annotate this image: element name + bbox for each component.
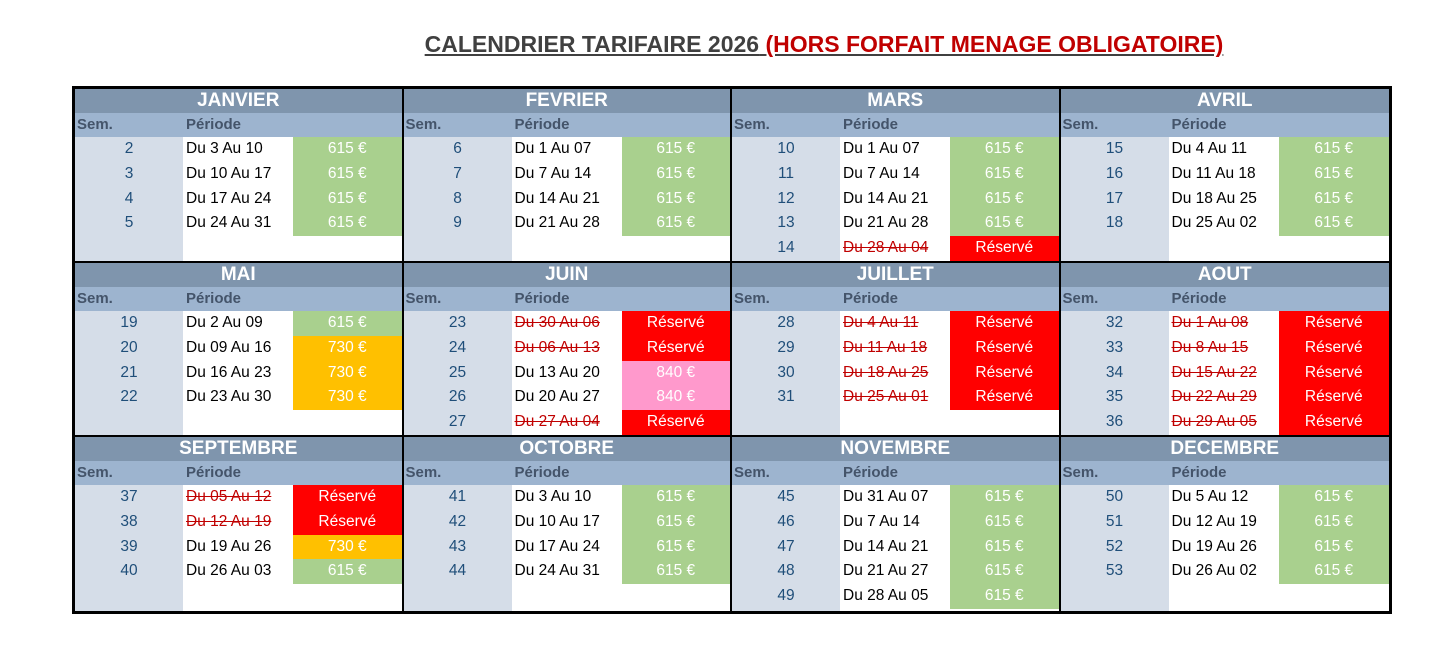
week-number: 13 xyxy=(777,214,795,232)
week-period: Du 1 Au 07 xyxy=(514,140,592,157)
week-rows xyxy=(75,485,402,611)
price-cell: 615 € xyxy=(622,559,731,584)
periode-column xyxy=(840,137,950,261)
week-number: 36 xyxy=(1105,413,1124,431)
month-title: MARS xyxy=(732,89,1059,113)
periode-header: Période xyxy=(186,116,242,133)
column-header xyxy=(732,113,1059,137)
week-number: 14 xyxy=(777,239,795,257)
week-number: 28 xyxy=(777,314,795,331)
periode-header: Période xyxy=(1171,116,1227,133)
reserved-badge: Réservé xyxy=(622,410,731,435)
month-block-mai xyxy=(75,263,404,437)
week-period: Du 12 Au 19 xyxy=(1171,512,1257,530)
price-column xyxy=(622,311,731,435)
week-period: Du 05 Au 12 xyxy=(186,488,272,505)
month-title: NOVEMBRE xyxy=(732,437,1059,461)
price-cell: 615 € xyxy=(950,559,1059,584)
week-number: 6 xyxy=(453,140,462,157)
week-period: Du 8 Au 15 xyxy=(1171,338,1249,356)
week-period: Du 5 Au 12 xyxy=(1171,488,1249,505)
price-cell: 840 € xyxy=(622,361,731,386)
week-period: Du 10 Au 17 xyxy=(186,164,272,182)
week-number: 12 xyxy=(777,189,795,207)
sem-header: Sem. xyxy=(734,290,770,307)
week-number: 5 xyxy=(124,214,134,232)
week-period: Du 17 Au 24 xyxy=(514,537,600,555)
month-block-mars xyxy=(732,89,1061,263)
sem-header: Sem. xyxy=(77,464,113,481)
periode-header: Période xyxy=(514,464,570,481)
price-cell: 615 € xyxy=(622,187,731,212)
week-rows xyxy=(732,137,1059,261)
column-header xyxy=(732,461,1059,485)
sem-header: Sem. xyxy=(77,116,113,133)
sem-column xyxy=(75,485,183,611)
calendar-grid xyxy=(75,89,1389,611)
reserved-badge: Réservé xyxy=(1279,311,1390,336)
week-number: 40 xyxy=(120,562,138,580)
week-number: 4 xyxy=(124,189,134,207)
month-block-avril xyxy=(1061,89,1390,263)
week-period: Du 2 Au 09 xyxy=(186,314,263,331)
price-column xyxy=(950,311,1059,435)
reserved-badge: Réservé xyxy=(950,361,1059,386)
week-period: Du 13 Au 20 xyxy=(514,363,600,381)
week-period: Du 26 Au 02 xyxy=(1171,562,1257,580)
week-number: 52 xyxy=(1105,537,1124,555)
week-rows xyxy=(404,485,731,611)
month-block-juillet xyxy=(732,263,1061,437)
reserved-badge: Réservé xyxy=(950,311,1059,336)
month-title: JANVIER xyxy=(75,89,402,113)
week-number: 46 xyxy=(777,512,795,530)
price-cell: 615 € xyxy=(950,485,1059,510)
week-number: 21 xyxy=(120,363,138,381)
week-number: 51 xyxy=(1105,512,1124,530)
week-number: 38 xyxy=(120,512,138,530)
price-cell: 840 € xyxy=(622,385,731,410)
price-column xyxy=(1279,311,1390,435)
week-period: Du 14 Au 21 xyxy=(843,189,929,207)
periode-column xyxy=(1169,311,1279,435)
reserved-badge: Réservé xyxy=(622,311,731,336)
price-cell: 615 € xyxy=(622,137,731,162)
week-period: Du 7 Au 14 xyxy=(843,512,920,530)
week-rows xyxy=(75,137,402,261)
week-rows xyxy=(732,311,1059,435)
week-period: Du 1 Au 08 xyxy=(1171,314,1249,331)
price-cell: 615 € xyxy=(1279,211,1390,236)
week-number: 32 xyxy=(1105,314,1124,331)
month-block-janvier xyxy=(75,89,404,263)
sem-column xyxy=(404,485,512,611)
price-cell: 730 € xyxy=(293,535,402,560)
week-number: 27 xyxy=(448,413,467,431)
column-header xyxy=(1061,113,1390,137)
periode-header: Période xyxy=(186,464,242,481)
price-cell: 615 € xyxy=(1279,535,1390,560)
week-number: 53 xyxy=(1105,562,1124,580)
price-cell: 615 € xyxy=(1279,559,1390,584)
week-number: 25 xyxy=(448,363,467,381)
week-number: 23 xyxy=(448,314,467,331)
week-period: Du 7 Au 14 xyxy=(514,164,592,182)
price-column xyxy=(1279,137,1390,261)
week-period: Du 17 Au 24 xyxy=(186,189,272,207)
month-block-novembre xyxy=(732,437,1061,611)
month-title: FEVRIER xyxy=(404,89,731,113)
week-period: Du 1 Au 07 xyxy=(843,140,920,157)
column-header xyxy=(75,113,402,137)
week-number: 31 xyxy=(777,388,795,406)
week-period: Du 3 Au 10 xyxy=(186,140,263,157)
month-title: AVRIL xyxy=(1061,89,1390,113)
week-period: Du 09 Au 16 xyxy=(186,338,272,356)
week-period: Du 14 Au 21 xyxy=(843,537,929,555)
month-title: MAI xyxy=(75,263,402,287)
week-number: 34 xyxy=(1105,363,1124,381)
week-period: Du 23 Au 30 xyxy=(186,388,272,406)
month-block-aout xyxy=(1061,263,1390,437)
price-cell: 730 € xyxy=(293,336,402,361)
reserved-badge: Réservé xyxy=(1279,336,1390,361)
week-number: 16 xyxy=(1105,164,1124,182)
week-number: 17 xyxy=(1105,189,1124,207)
price-cell: 615 € xyxy=(622,211,731,236)
price-cell: 615 € xyxy=(622,485,731,510)
week-number: 7 xyxy=(453,164,462,182)
week-number: 37 xyxy=(120,488,138,505)
week-period: Du 06 Au 13 xyxy=(514,338,600,356)
week-number: 39 xyxy=(120,537,138,555)
periode-column xyxy=(1169,485,1279,611)
month-title: JUIN xyxy=(404,263,731,287)
week-period: Du 19 Au 26 xyxy=(186,537,272,555)
week-period: Du 18 Au 25 xyxy=(1171,189,1257,207)
column-header xyxy=(75,461,402,485)
week-number: 44 xyxy=(448,562,467,580)
week-number: 45 xyxy=(777,488,795,505)
price-column xyxy=(950,485,1059,611)
sem-column xyxy=(404,311,512,435)
month-block-decembre xyxy=(1061,437,1390,611)
reserved-badge: Réservé xyxy=(950,385,1059,410)
week-period: Du 21 Au 28 xyxy=(843,214,929,232)
periode-header: Période xyxy=(843,116,899,133)
periode-column xyxy=(183,485,293,611)
periode-column xyxy=(1169,137,1279,261)
week-period: Du 3 Au 10 xyxy=(514,488,592,505)
column-header xyxy=(404,113,731,137)
week-period: Du 14 Au 21 xyxy=(514,189,600,207)
sem-column xyxy=(75,137,183,261)
week-period: Du 26 Au 03 xyxy=(186,562,272,580)
sem-header: Sem. xyxy=(734,116,770,133)
price-column xyxy=(622,485,731,611)
week-number: 11 xyxy=(777,164,795,182)
periode-header: Période xyxy=(514,290,570,307)
month-block-fevrier xyxy=(404,89,733,263)
week-number: 42 xyxy=(448,512,467,530)
periode-column xyxy=(512,137,622,261)
price-column xyxy=(293,137,402,261)
price-cell: 615 € xyxy=(1279,510,1390,535)
sem-header: Sem. xyxy=(405,290,442,307)
price-column xyxy=(622,137,731,261)
week-rows xyxy=(1061,311,1390,435)
periode-header: Période xyxy=(1171,464,1227,481)
week-number: 22 xyxy=(120,388,138,406)
price-cell: 615 € xyxy=(950,162,1059,187)
reserved-badge: Réservé xyxy=(950,336,1059,361)
sem-column xyxy=(732,311,840,435)
month-title: SEPTEMBRE xyxy=(75,437,402,461)
price-cell: 615 € xyxy=(293,559,402,584)
month-title: OCTOBRE xyxy=(404,437,731,461)
week-period: Du 4 Au 11 xyxy=(1171,140,1248,157)
week-number: 30 xyxy=(777,363,795,381)
week-number: 43 xyxy=(448,537,467,555)
week-number: 2 xyxy=(124,140,134,157)
week-period: Du 30 Au 06 xyxy=(514,314,600,331)
week-number: 3 xyxy=(124,164,134,182)
month-block-juin xyxy=(404,263,733,437)
week-rows xyxy=(1061,485,1390,611)
column-header xyxy=(732,287,1059,311)
week-number: 19 xyxy=(120,314,138,331)
reserved-badge: Réservé xyxy=(1279,410,1390,435)
week-period: Du 24 Au 31 xyxy=(514,562,600,580)
month-title: AOUT xyxy=(1061,263,1390,287)
sem-column xyxy=(75,311,183,435)
price-cell: 615 € xyxy=(950,510,1059,535)
sem-column xyxy=(732,137,840,261)
week-period: Du 22 Au 29 xyxy=(1171,388,1257,406)
week-period: Du 15 Au 22 xyxy=(1171,363,1257,381)
price-cell: 615 € xyxy=(950,584,1059,609)
week-number: 8 xyxy=(453,189,462,207)
price-column xyxy=(293,311,402,435)
price-cell: 615 € xyxy=(950,535,1059,560)
price-cell: 615 € xyxy=(950,211,1059,236)
week-number: 15 xyxy=(1105,140,1124,157)
title-main: CALENDRIER TARIFAIRE 2026 xyxy=(424,31,760,57)
price-cell: 615 € xyxy=(293,137,402,162)
week-number: 26 xyxy=(448,388,467,406)
periode-header: Période xyxy=(843,290,899,307)
month-title: DECEMBRE xyxy=(1061,437,1390,461)
page-title xyxy=(0,31,1440,58)
reserved-badge: Réservé xyxy=(622,336,731,361)
week-number: 33 xyxy=(1105,338,1124,356)
periode-header: Période xyxy=(843,464,899,481)
week-number: 41 xyxy=(448,488,467,505)
periode-column xyxy=(183,137,293,261)
week-number: 35 xyxy=(1105,388,1124,406)
periode-column xyxy=(840,311,950,435)
week-number: 9 xyxy=(453,214,462,232)
periode-header: Période xyxy=(1171,290,1227,307)
sem-column xyxy=(732,485,840,611)
price-cell: 615 € xyxy=(622,510,731,535)
week-period: Du 11 Au 18 xyxy=(843,338,928,356)
sem-header: Sem. xyxy=(1062,116,1099,133)
column-header xyxy=(404,461,731,485)
reserved-badge: Réservé xyxy=(1279,361,1390,386)
week-period: Du 28 Au 05 xyxy=(843,587,929,605)
column-header xyxy=(75,287,402,311)
periode-column xyxy=(183,311,293,435)
month-block-octobre xyxy=(404,437,733,611)
week-rows xyxy=(1061,137,1390,261)
sem-header: Sem. xyxy=(734,464,770,481)
week-number: 50 xyxy=(1105,488,1124,505)
price-cell: 615 € xyxy=(950,187,1059,212)
price-column xyxy=(293,485,402,611)
week-period: Du 11 Au 18 xyxy=(1171,164,1256,182)
week-rows xyxy=(732,485,1059,611)
week-period: Du 21 Au 28 xyxy=(514,214,600,232)
price-cell: 615 € xyxy=(293,162,402,187)
column-header xyxy=(1061,287,1390,311)
week-period: Du 4 Au 11 xyxy=(843,314,919,331)
week-number: 18 xyxy=(1105,214,1124,232)
week-rows xyxy=(404,137,731,261)
column-header xyxy=(404,287,731,311)
week-number: 20 xyxy=(120,338,138,356)
sem-column xyxy=(1061,485,1169,611)
price-cell: 615 € xyxy=(622,535,731,560)
reserved-badge: Réservé xyxy=(293,510,402,535)
periode-header: Période xyxy=(186,290,242,307)
sem-header: Sem. xyxy=(405,116,442,133)
month-block-septembre xyxy=(75,437,404,611)
sem-column xyxy=(1061,311,1169,435)
week-period: Du 28 Au 04 xyxy=(843,239,929,257)
sem-header: Sem. xyxy=(77,290,113,307)
week-number: 10 xyxy=(777,140,795,157)
reserved-badge: Réservé xyxy=(293,485,402,510)
price-cell: 730 € xyxy=(293,385,402,410)
sem-header: Sem. xyxy=(1062,464,1099,481)
reserved-badge: Réservé xyxy=(950,236,1059,261)
week-period: Du 16 Au 23 xyxy=(186,363,272,381)
week-number: 49 xyxy=(777,587,795,605)
reserved-badge: Réservé xyxy=(1279,385,1390,410)
periode-header: Période xyxy=(514,116,570,133)
week-period: Du 21 Au 27 xyxy=(843,562,929,580)
price-cell: 615 € xyxy=(622,162,731,187)
week-period: Du 27 Au 04 xyxy=(514,413,600,431)
sem-header: Sem. xyxy=(1062,290,1099,307)
week-period: Du 12 Au 19 xyxy=(186,512,272,530)
month-title: JUILLET xyxy=(732,263,1059,287)
price-cell: 615 € xyxy=(293,311,402,336)
periode-column xyxy=(840,485,950,611)
week-period: Du 10 Au 17 xyxy=(514,512,600,530)
week-period: Du 25 Au 02 xyxy=(1171,214,1257,232)
week-period: Du 19 Au 26 xyxy=(1171,537,1257,555)
week-number: 24 xyxy=(448,338,467,356)
sem-column xyxy=(404,137,512,261)
title-accent: (HORS FORFAIT MENAGE OBLIGATOIRE) xyxy=(765,31,1224,57)
periode-column xyxy=(512,485,622,611)
price-cell: 615 € xyxy=(293,187,402,212)
week-rows xyxy=(75,311,402,435)
week-period: Du 24 Au 31 xyxy=(186,214,272,232)
price-cell: 615 € xyxy=(950,137,1059,162)
week-number: 29 xyxy=(777,338,795,356)
week-period: Du 25 Au 01 xyxy=(843,388,929,406)
price-cell: 615 € xyxy=(1279,485,1390,510)
week-period: Du 31 Au 07 xyxy=(843,488,929,505)
column-header xyxy=(1061,461,1390,485)
week-number: 48 xyxy=(777,562,795,580)
price-column xyxy=(1279,485,1390,611)
price-column xyxy=(950,137,1059,261)
sem-column xyxy=(1061,137,1169,261)
price-cell: 730 € xyxy=(293,361,402,386)
week-period: Du 7 Au 14 xyxy=(843,164,920,182)
price-cell: 615 € xyxy=(1279,187,1390,212)
price-cell: 615 € xyxy=(1279,162,1390,187)
price-cell: 615 € xyxy=(1279,137,1390,162)
week-period: Du 29 Au 05 xyxy=(1171,413,1257,431)
sem-header: Sem. xyxy=(405,464,442,481)
week-period: Du 18 Au 25 xyxy=(843,363,929,381)
periode-column xyxy=(512,311,622,435)
price-cell: 615 € xyxy=(293,211,402,236)
week-number: 47 xyxy=(777,537,795,555)
week-period: Du 20 Au 27 xyxy=(514,388,600,406)
week-rows xyxy=(404,311,731,435)
